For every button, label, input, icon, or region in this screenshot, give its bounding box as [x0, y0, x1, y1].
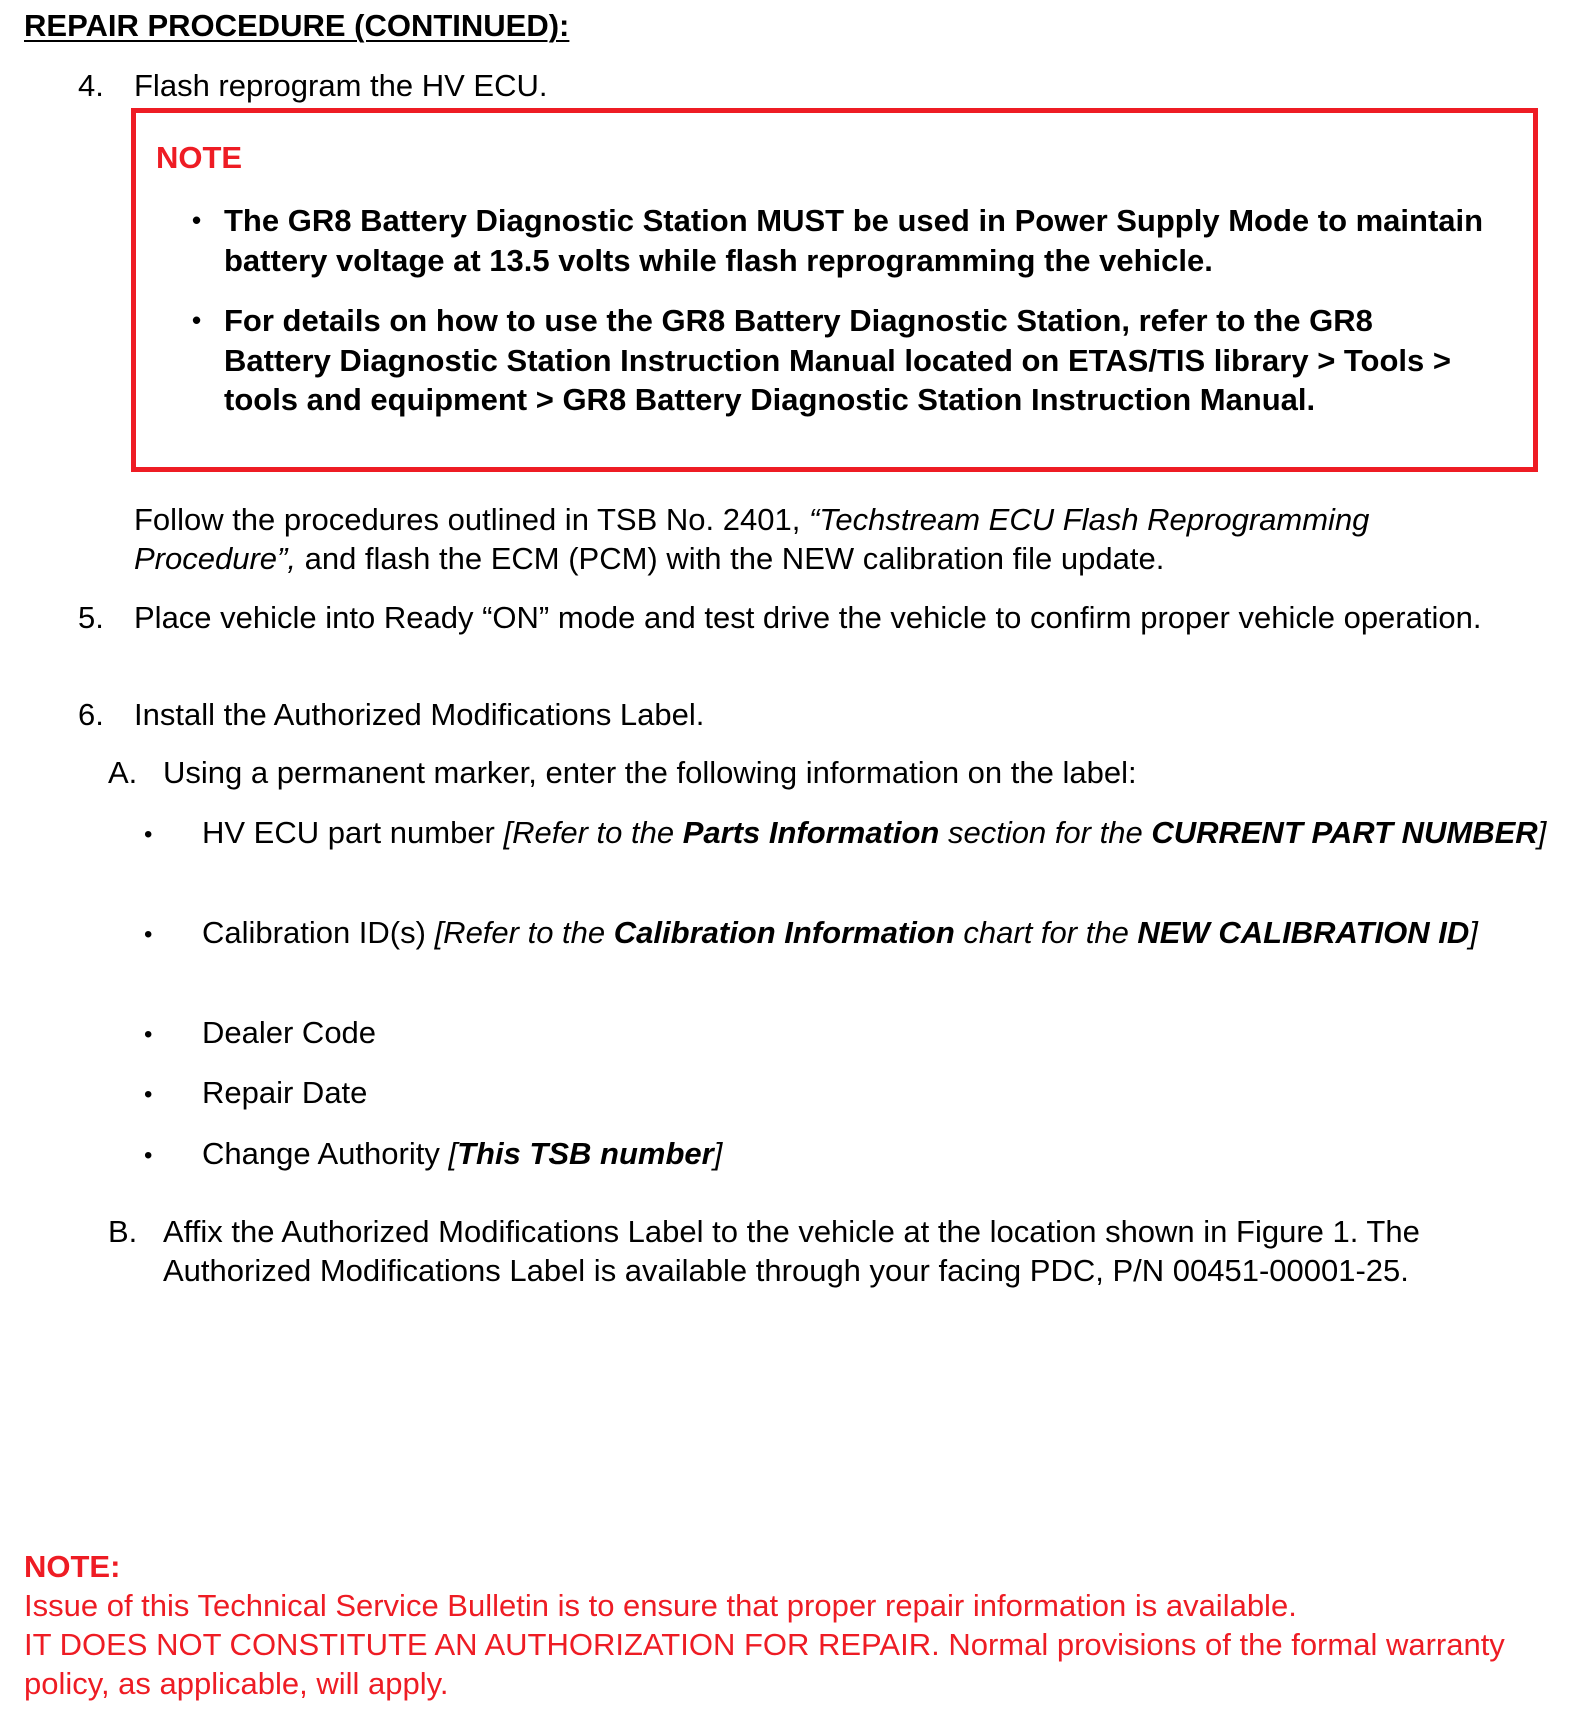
step-4-number: 4. [78, 68, 104, 103]
bullet-bold-italic-text: NEW CALIBRATION ID [1137, 915, 1470, 950]
bullet-italic-text: [Refer to the [434, 915, 614, 950]
note-bullet-2: For details on how to use the GR8 Battery Diagnostic Station, refer to the GR8 Battery Diagnostic Station Instruction Manual located on ETAS/TIS library > Tools > tools and equipment > GR8 Battery Diagnostic Station Instruction Manual. [224, 303, 1451, 417]
bullet-icon: • [192, 205, 202, 235]
bullet-italic-text: section for the [939, 815, 1152, 850]
page-title: REPAIR PROCEDURE (CONTINUED): [24, 8, 570, 43]
substep-b-letter: B. [108, 1214, 138, 1249]
bullet-icon: • [144, 1021, 153, 1048]
follow-post: and flash the ECM (PCM) with the NEW calibration file update. [295, 541, 1165, 576]
footer-note-line-2: IT DOES NOT CONSTITUTE AN AUTHORIZATION FOR REPAIR. Normal provisions of the formal warranty policy, as applicable, will apply. [24, 1627, 1505, 1701]
follow-pre: Follow the procedures outlined in TSB No. 2401, [134, 502, 809, 537]
bullet-italic-text: [ [448, 1136, 458, 1171]
bullet-plain-text: Change Authority [202, 1136, 449, 1171]
substep-b-text: Affix the Authorized Modifications Label to the vehicle at the location shown in Figure 1. The Authorized Modifications Label is available through your facing PDC, P/N 00451-00001-25. [163, 1214, 1420, 1288]
step-5-text: Place vehicle into Ready “ON” mode and test drive the vehicle to confirm proper vehicle operation. [134, 600, 1482, 635]
step-5-number: 5. [78, 600, 104, 635]
label-bullet-repair-date: Repair Date [202, 1075, 368, 1110]
bullet-bold-italic-text: Calibration Information [613, 915, 955, 950]
bullet-italic-text: ] [713, 1136, 723, 1171]
footer-note-heading: NOTE: [24, 1549, 121, 1584]
follow-italic-title: “Techstream ECU Flash Reprogramming Procedure”, [134, 502, 1370, 576]
substep-a-letter: A. [108, 755, 138, 790]
bullet-icon: • [144, 1142, 153, 1169]
bullet-icon: • [144, 821, 153, 848]
note-bullet-1: The GR8 Battery Diagnostic Station MUST be used in Power Supply Mode to maintain battery voltage at 13.5 volts while flash reprogramming the vehicle. [224, 203, 1484, 278]
step-6-number: 6. [78, 697, 104, 732]
bullet-bold-italic-text: This TSB number [457, 1136, 714, 1171]
substep-a-text: Using a permanent marker, enter the following information on the label: [163, 755, 1137, 790]
bullet-italic-text: ] [1469, 915, 1478, 950]
note-heading: NOTE [156, 140, 243, 175]
bullet-italic-text: [Refer to the [503, 815, 683, 850]
label-bullet-dealer-code: Dealer Code [202, 1015, 377, 1050]
footer-note-line-1: Issue of this Technical Service Bulletin is to ensure that proper repair information is available. [24, 1588, 1297, 1623]
label-bullet-part-number [202, 813, 1562, 852]
bullet-italic-text: ] [1537, 815, 1547, 850]
step-4-text: Flash reprogram the HV ECU. [134, 68, 548, 103]
step-6-text: Install the Authorized Modifications Label. [134, 697, 705, 732]
label-bullet-calibration-id [202, 913, 1562, 952]
follow-procedure-text [134, 500, 1534, 578]
bullet-plain-text: HV ECU part number [202, 815, 504, 850]
bullet-bold-italic-text: Parts Information [682, 815, 940, 850]
note-box [131, 108, 1538, 472]
bullet-icon: • [192, 305, 202, 335]
bullet-bold-italic-text: CURRENT PART NUMBER [1151, 815, 1538, 850]
label-bullet-change-authority [202, 1134, 1562, 1173]
bullet-italic-text: chart for the [954, 915, 1138, 950]
bullet-icon: • [144, 921, 153, 948]
bullet-icon: • [144, 1081, 153, 1108]
bullet-plain-text: Calibration ID(s) [202, 915, 435, 950]
